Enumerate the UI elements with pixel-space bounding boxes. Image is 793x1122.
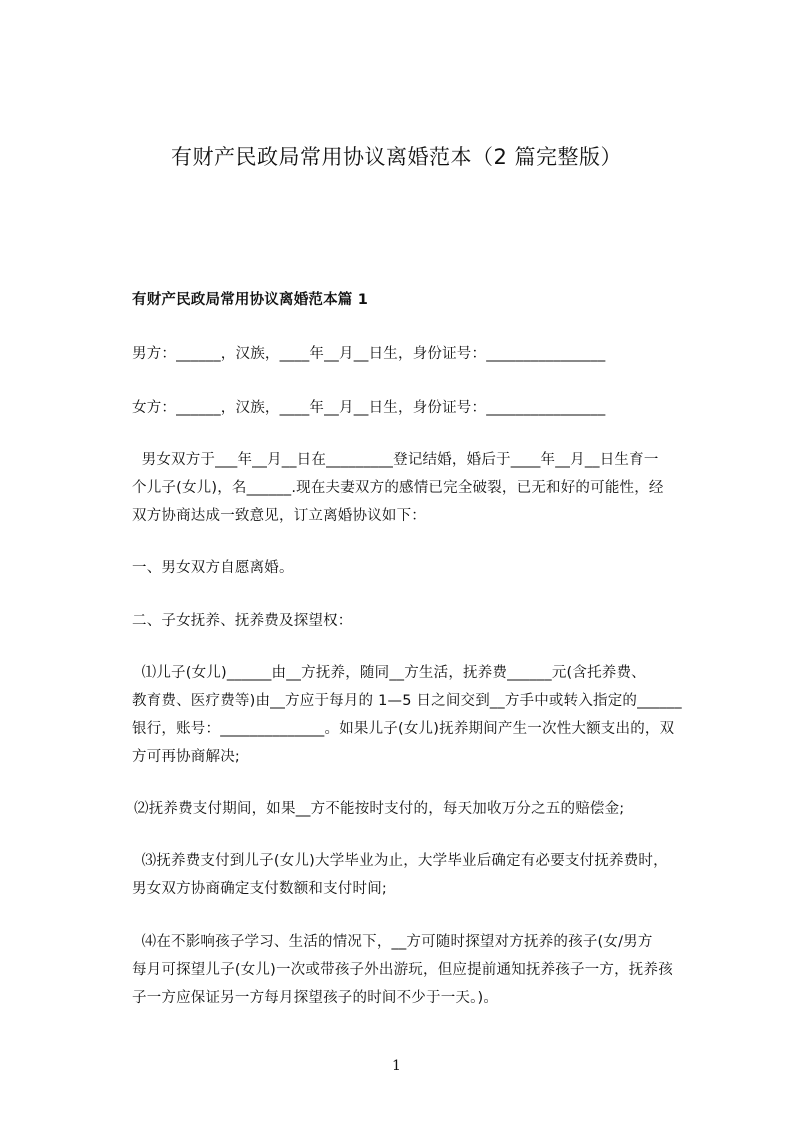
page-number: 1 xyxy=(392,1058,401,1074)
woman-info-line: 女方：______，汉族，____年__月__日生，身份证号：________________ xyxy=(132,400,606,416)
item-2: ⑵抚养费支付期间，如果__方不能按时支付的，每天加收万分之五的赔偿金; xyxy=(134,801,625,817)
item-3-line-1: ⑶抚养费支付到儿子(女儿)大学毕业为止，大学毕业后确定有必要支付抚养费时， xyxy=(132,853,668,869)
item-3-line-2: 男女双方协商确定支付数额和支付时间; xyxy=(132,881,387,897)
item-4-line-1: ⑷在不影响孩子学习、生活的情况下，__方可随时探望对方抚养的孩子(女/男方 xyxy=(132,934,653,950)
item-1-line-3: 银行，账号：______________。如果儿子(女儿)抚养期间产生一次性大额支出的，双 xyxy=(132,721,675,737)
item-1-line-1: ⑴儿子(女儿)______由__方抚养，随同__方生活，抚养费______元(含托养费、 xyxy=(132,665,646,681)
section-heading: 有财产民政局常用协议离婚范本篇 1 xyxy=(132,292,369,308)
item-1-line-4: 方可再协商解决; xyxy=(132,749,240,765)
clause-1: 一、男女双方自愿离婚。 xyxy=(132,560,294,576)
intro-line-3: 双方协商达成一致意见，订立离婚协议如下： xyxy=(132,508,426,524)
item-4-line-3: 子一方应保证另一方每月探望孩子的时间不少于一天。)。 xyxy=(132,990,499,1006)
intro-line-2: 个儿子(女儿)，名______.现在夫妻双方的感情已完全破裂，已无和好的可能性，经 xyxy=(132,480,664,496)
man-info-line: 男方：______，汉族，____年__月__日生，身份证号：________________ xyxy=(132,346,606,362)
item-4-line-2: 每月可探望儿子(女儿)一次或带孩子外出游玩，但应提前通知抚养孩子一方，抚养孩 xyxy=(132,962,673,978)
item-1-line-2: 教育费、医疗费等)由__方应于每月的 1—5 日之间交到__方手中或转入指定的______ xyxy=(132,693,682,709)
intro-line-1: 男女双方于___年__月__日在_________登记结婚，婚后于____年__月__日生育一 xyxy=(132,452,659,468)
document-title: 有财产民政局常用协议离婚范本（2 篇完整版） xyxy=(170,145,623,169)
clause-2: 二、子女抚养、抚养费及探望权： xyxy=(132,613,353,629)
